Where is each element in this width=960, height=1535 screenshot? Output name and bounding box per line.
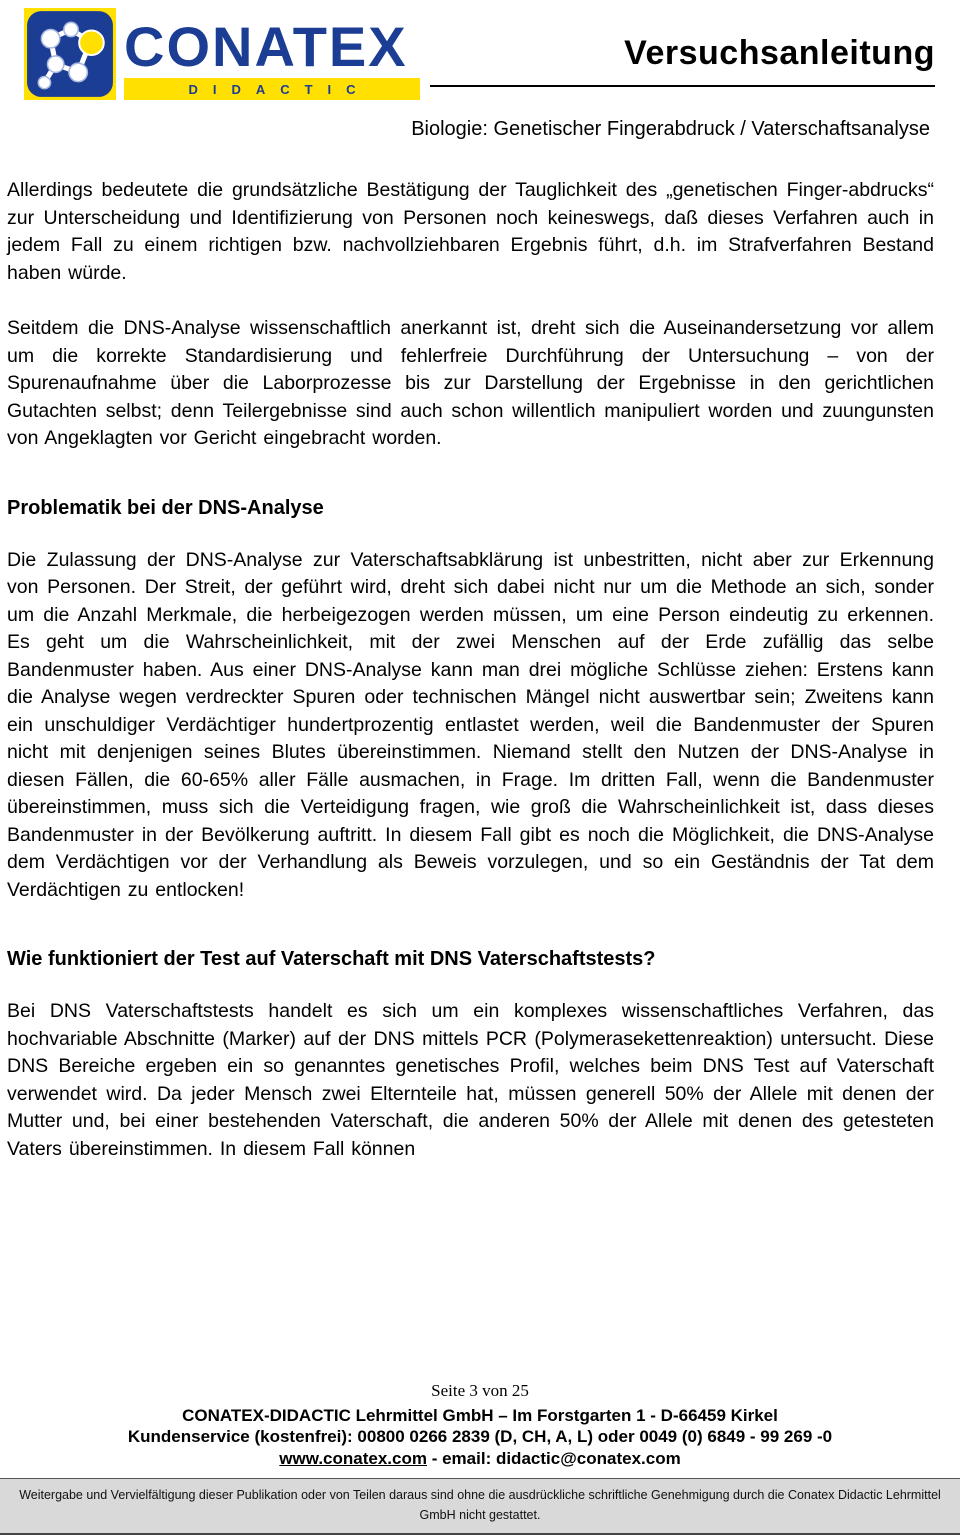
document-body	[0, 141, 960, 1163]
paragraph-2: Seitdem die DNS-Analyse wissenschaftlich anerkannt ist, dreht sich die Auseinandersetzung vor allem um die korrekte Standardisierung und fehlerfreie Durchführung der Untersuchung – von der Spurenaufnahme über die Laborprozesse bis zur Darstellung der Ergebnisse in den gerichtlichen Gutachten selbst; denn Teilergebnisse sind auch schon willentlich manipuliert worden und zuungunsten von Angeklagten vor Gericht eingebracht worden.	[7, 317, 934, 449]
disclaimer-line-1: Weitergabe und Vervielfältigung dieser Publikation oder von Teilen daraus sind ohne die ausdrückliche schriftliche Genehmigung durch die Conatex Didactic Lehrmittel	[19, 1487, 941, 1502]
paragraph-4: Bei DNS Vaterschaftstests handelt es sich um ein komplexes wissenschaftliches Verfahren, das hochvariable Abschnitte (Marker) auf der DNS mittels PCR (Polymerasekettenreaktion) untersucht. Diese DNS Bereiche ergeben ein so genanntes genetisches Profil, welches beim DNS Test auf Vaterschaft verwendet wird. Da jeder Mensch zwei Elternteile hat, müssen generell 50% der Allele mit denen der Mutter und, bei einer bestehenden Vaterschaft, die anderen 50% der Allele mit denen des getesteten Vaters übereinstimmen. In diesem Fall können	[7, 1000, 934, 1160]
footer-email-separator: - email:	[426, 1448, 496, 1468]
document-subtitle: Biologie: Genetischer Fingerabdruck / Vaterschaftsanalyse	[411, 118, 930, 140]
section-heading-vaterschaftstest: Wie funktioniert der Test auf Vaterschaft mit DNS Vaterschaftstests?	[7, 948, 656, 970]
page-title: Versuchsanleitung	[624, 34, 935, 72]
molecule-icon	[24, 8, 116, 100]
page-header	[0, 0, 960, 100]
paragraph-3: Die Zulassung der DNS-Analyse zur Vaterschaftsabklärung ist unbestritten, nicht aber zur Erkennung von Personen. Der Streit, der geführt wird, dreht sich dabei nicht nur um die Methode an sich, sonder um die Anzahl Merkmale, die herbeigezogen werden müssen, um eine Person eindeutig zu erkennen. Es geht um die Wahrscheinlichkeit, mit der zwei Menschen auf der Erde zufällig das selbe Bandenmuster haben. Aus einer DNS-Analyse kann man drei mögliche Schlüsse ziehen: Erstens kann die Analyse wegen verdreckter Spuren oder technischen Mängel nicht auswertbar sein; Zweitens kann ein unschuldiger Verdächtiger hundertprozentig entlastet werden, weil die Bandenmuster der Spuren nicht mit denjenigen seines Blutes übereinstimmen. Niemand stellt den Nutzen der DNS-Analyse in diesen Fällen, die 60-65% aller Fälle ausmachen, in Frage. Im dritten Fall, wenn die Bandenmuster übereinstimmen, muss sich die Verteidigung fragen, wie groß die Wahrscheinlichkeit ist, dass dieses Bandenmuster in der Bevölkerung auftritt. In diesem Fall gibt es noch die Möglichkeit, die DNS-Analyse dem Verdächtigen vor der Verhandlung als Beweis vorzulegen, und so ein Geständnis der Tat dem Verdächtigen zu entlocken!	[7, 548, 934, 901]
page-number: Seite 3 von 25	[431, 1380, 529, 1400]
paragraph-1: Allerdings bedeutete die grundsätzliche Bestätigung der Tauglichkeit des „genetischen Finger-abdrucks“ zur Unterscheidung und Identifizierung von Personen noch keineswegs, daß dieses Verfahren auch in jedem Fall zu einem richtigen bzw. nachvollziehbaren Ergebnis führt, d.h. im Strafverfahren Bestand haben würde.	[7, 179, 934, 284]
page-footer	[0, 1381, 960, 1470]
section-heading-problematik: Problematik bei der DNS-Analyse	[7, 496, 324, 519]
logo-wordmark	[124, 8, 420, 100]
copyright-disclaimer-bar	[0, 1478, 960, 1535]
footer-company-line: CONATEX-DIDACTIC Lehrmittel GmbH – Im Forstgarten 1 - D-66459 Kirkel	[182, 1405, 778, 1425]
disclaimer-line-2: GmbH nicht gestattet.	[419, 1508, 541, 1523]
logo-subbrand-text: DIDACTIC	[124, 78, 420, 100]
title-block	[430, 8, 935, 87]
footer-contact-line	[0, 1448, 960, 1470]
conatex-logo	[24, 8, 420, 100]
email-link[interactable]: didactic@conatex.com	[495, 1448, 681, 1468]
logo-brand-text: CONATEX	[124, 15, 408, 78]
footer-service-line: Kundenservice (kostenfrei): 00800 0266 2839 (D, CH, A, L) oder 0049 (0) 6849 - 99 269 -0	[127, 1427, 833, 1446]
website-link[interactable]: www.conatex.com	[279, 1448, 427, 1468]
